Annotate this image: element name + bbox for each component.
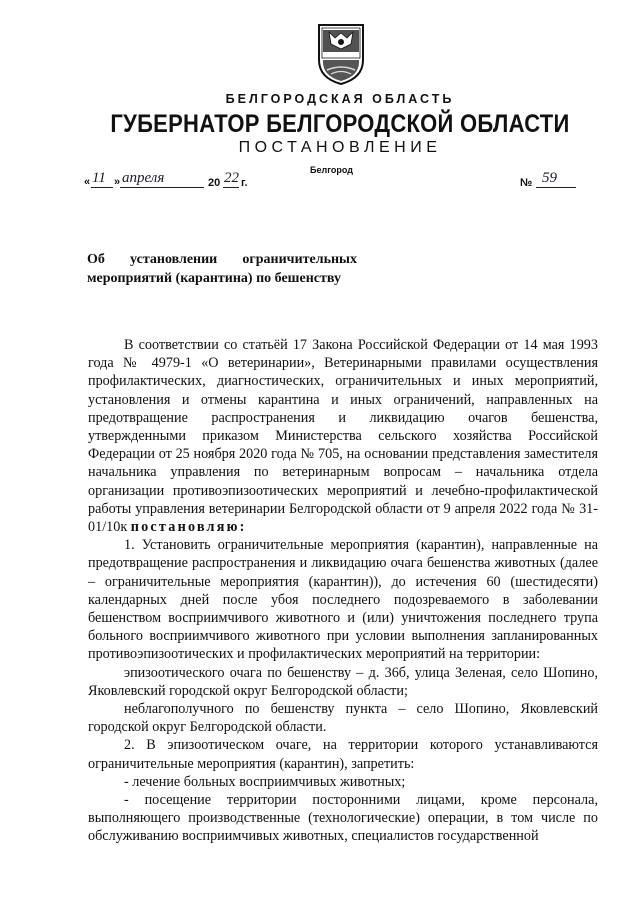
date-open-quote: « bbox=[84, 176, 91, 188]
city-label: Белгород bbox=[310, 165, 353, 175]
date-close-quote: » bbox=[114, 176, 121, 188]
document-number: 59 bbox=[542, 170, 557, 186]
month-underline bbox=[120, 187, 204, 188]
subject-word-1: Об bbox=[87, 252, 105, 267]
document-body bbox=[88, 336, 598, 846]
paragraph-1a: эпизоотического очага по бешенству – д. 36б, улица Зеленая, село Шопино, Яковлевский городской округ Белгородской области; bbox=[88, 664, 598, 699]
subject-word-2: установлении bbox=[130, 252, 218, 267]
authority-title: ГУБЕРНАТОР БЕЛГОРОДСКОЙ ОБЛАСТИ bbox=[110, 110, 570, 138]
paragraph-2: 2. В эпизоотическом очаге, на территории которого устанавливаются ограничительные мероприятия (карантин), запретить: bbox=[88, 737, 598, 772]
date-year-mark: г. bbox=[241, 177, 248, 189]
subject-line-2: мероприятий (карантина) по бешенству bbox=[87, 271, 341, 286]
number-underline bbox=[536, 187, 576, 188]
day-underline bbox=[91, 187, 113, 188]
paragraph-1b: неблагополучного по бешенству пункта – село Шопино, Яковлевский городской округ Белгородской области. bbox=[88, 701, 598, 736]
region-title: БЕЛГОРОДСКАЯ ОБЛАСТЬ bbox=[225, 92, 455, 106]
document-subject bbox=[87, 250, 357, 288]
subject-word-3: ограничительных bbox=[242, 252, 357, 267]
date-year-suffix: 22 bbox=[224, 170, 239, 186]
date-month: апреля bbox=[122, 170, 165, 186]
coat-of-arms-emblem bbox=[315, 22, 367, 86]
year-underline bbox=[223, 187, 239, 188]
document-type: ПОСТАНОВЛЕНИЕ bbox=[238, 139, 442, 156]
intro-text: В соответствии со статьёй 17 Закона Российской Федерации от 14 мая 1993 года № 4979-1 «О ветеринарии», Ветеринарными правилами осуществления профилактических, диагностических, ограничительных и иных мероприятий, установления и отмены карантина и иных ограничений, направленных на предотвращение распространения и ликвидацию очагов бешенства, утвержденными приказом Министерства сельского хозяйства Российской Федерации от 25 ноября 2020 года № 705, на основании представления заместителя начальника управления по ветеринарным вопросам – начальника отдела организации противоэпизоотических мероприятий и лечебно-профилактической работы управления ветеринарии Белгородской области от 9 апреля 2022 года № 31-01/10к bbox=[88, 337, 598, 536]
date-year-prefix: 20 bbox=[208, 177, 221, 189]
decree-word: постановляю: bbox=[130, 519, 247, 536]
intro-paragraph bbox=[88, 336, 598, 536]
paragraph-2a: - лечение больных восприимчивых животных; bbox=[124, 773, 406, 790]
date-day: 11 bbox=[92, 170, 106, 186]
date-number-row bbox=[84, 172, 584, 196]
number-label: № bbox=[520, 177, 533, 189]
paragraph-1: 1. Установить ограничительные мероприятия (карантин), направленные на предотвращение распространения и ликвидацию очага бешенства животных (далее – ограничительные мероприятия (карантин)), до истечения 60 (шестидесяти) календарных дней после убоя последнего подозреваемого в заболевании бешенством восприимчивого животного и (или) уничтожения последнего трупа больного восприимчивого животного при условии выполнения запланированных противоэпизоотических и профилактических мероприятий на территории: bbox=[88, 537, 598, 663]
paragraph-2b: - посещение территории посторонними лицами, кроме персонала, выполняющего производственные (технологические) операции, в том числе по обслуживанию восприимчивых животных, специалистов государственной bbox=[88, 792, 598, 845]
